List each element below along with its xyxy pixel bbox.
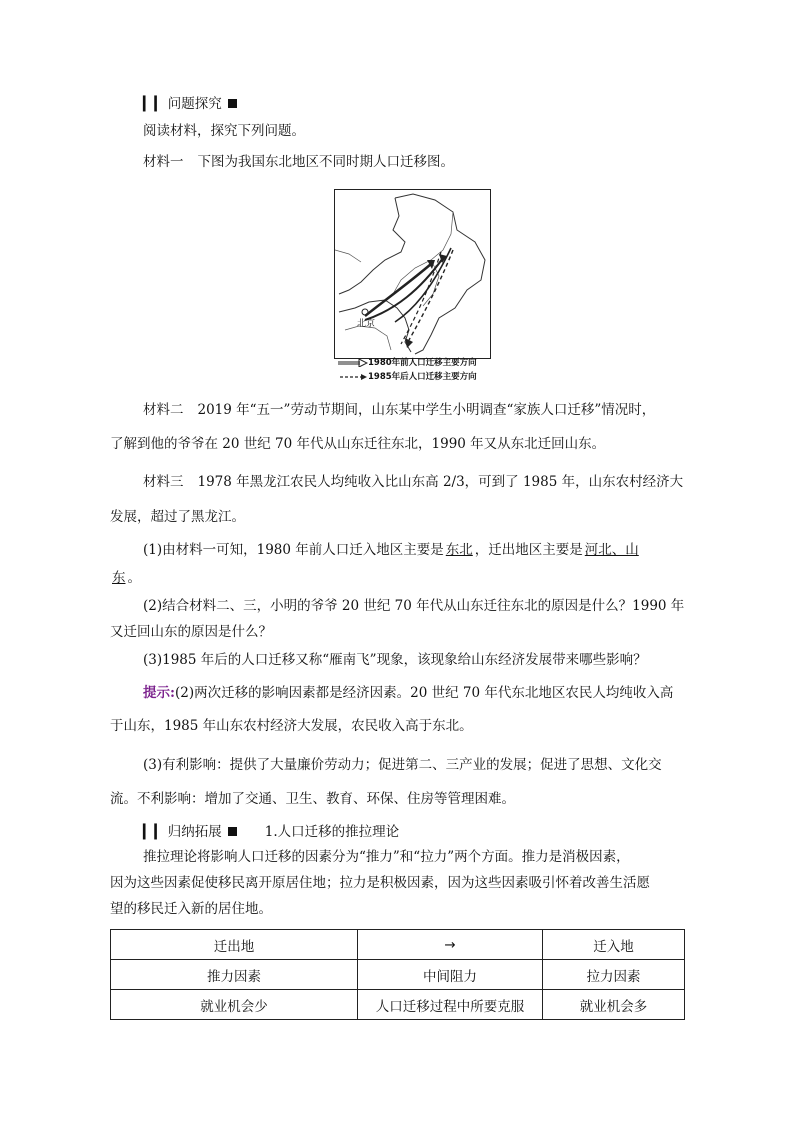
table-row <box>111 990 685 1020</box>
q1-mid: ，迁出地区主要是 <box>474 542 583 558</box>
material-one <box>143 152 454 172</box>
solid-arrow-icon <box>338 359 368 367</box>
q1-end: 。 <box>127 570 141 586</box>
square-bullet-icon <box>228 827 237 836</box>
question-two-line2: 又迁回山东的原因是什么？ <box>110 624 272 640</box>
hint-label: 提示: <box>143 685 175 701</box>
theory-line1: 推拉理论将影响人口迁移的因素分为“推力”和“拉力”两个方面。推力是消极因素， <box>143 849 630 865</box>
question-one-line1 <box>143 540 641 560</box>
q1-answer-in: 东北 <box>445 542 473 558</box>
material-three-line2: 发展，超过了黑龙江。 <box>110 509 245 525</box>
beijing-label: 北京 <box>357 319 376 329</box>
legend-solid <box>338 358 477 369</box>
table-cell: 迁入地 <box>543 930 685 960</box>
hint-line1 <box>143 683 673 703</box>
material-two-label: 材料二 <box>143 402 184 418</box>
q1-answer-out-a: 河北、山 <box>584 542 639 558</box>
section2-subtitle: 1.人口迁移的推拉理论 <box>264 824 400 840</box>
hint-text1: (2)两次迁移的影响因素都是经济因素。20 世纪 70 年代东北地区农民人均纯收入高 <box>174 685 674 701</box>
material-one-label: 材料一 <box>143 154 184 170</box>
hint-line2: 于山东，1985 年山东农村经济大发展，农民收入高于东北。 <box>110 718 473 734</box>
table-cell: 推力因素 <box>111 960 358 990</box>
material-two-line2: 了解到他的爷爷在 20 世纪 70 年代从山东迁往东北，1990 年又从东北迁回山东。 <box>110 436 606 452</box>
theory-line3: 望的移民迁入新的居住地。 <box>110 901 272 917</box>
table-cell: 中间阻力 <box>358 960 543 990</box>
section-heading-problem <box>143 94 237 114</box>
intro-text: 阅读材料，探究下列问题。 <box>143 123 305 139</box>
question-one-line2 <box>110 568 141 588</box>
material-three-line1 <box>143 472 683 492</box>
material-three-text1: 1978 年黑龙江农民人均纯收入比山东高 2/3，可到了 1985 年，山东农村经济大 <box>197 474 684 490</box>
table-cell: 就业机会少 <box>111 990 358 1020</box>
material-three-label: 材料三 <box>143 474 184 490</box>
migration-map <box>334 189 491 359</box>
q1-pre: (1)由材料一可知，1980 年前人口迁入地区主要是 <box>143 542 444 558</box>
section-title: 问题探究 <box>167 96 222 112</box>
dashed-arrow-icon <box>338 373 368 381</box>
push-pull-table <box>110 929 685 1020</box>
square-bullet-icon <box>228 99 237 108</box>
legend-solid-text: 1980年前人口迁移主要方向 <box>368 358 477 368</box>
section-heading-summary <box>143 822 399 842</box>
section2-bars-icon: ▎▎ <box>143 824 166 840</box>
theory-line2: 因为这些因素促使移民离开原居住地；拉力是积极因素，因为这些因素吸引怀着改善生活愿 <box>110 875 650 891</box>
table-cell: 迁出地 <box>111 930 358 960</box>
question-three: (3)1985 年后的人口迁移又称“雁南飞”现象，该现象给山东经济发展带来哪些影响？ <box>143 652 647 668</box>
hint-line3: (3)有利影响：提供了大量廉价劳动力；促进第二、三产业的发展；促进了思想、文化交 <box>143 757 662 773</box>
hint-line4: 流。不利影响：增加了交通、卫生、教育、环保、住房等管理困难。 <box>110 791 515 807</box>
section2-title: 归纳拓展 <box>167 824 222 840</box>
northeast-map-drawing <box>335 190 490 358</box>
table-cell: 就业机会多 <box>543 990 685 1020</box>
section-bars-icon: ▎▎ <box>143 96 166 112</box>
material-two-text1: 2019 年“五一”劳动节期间，山东某中学生小明调查“家族人口迁移”情况时， <box>197 402 656 418</box>
q1-answer-out-b: 东 <box>112 570 126 586</box>
table-cell: → <box>358 930 543 960</box>
table-cell: 拉力因素 <box>543 960 685 990</box>
material-one-text: 下图为我国东北地区不同时期人口迁移图。 <box>197 154 454 170</box>
legend-dashed-text: 1985年后人口迁移主要方向 <box>368 372 477 382</box>
table-row <box>111 930 685 960</box>
question-two-line1: (2)结合材料二、三，小明的爷爷 20 世纪 70 年代从山东迁往东北的原因是什么？1990 年 <box>143 598 685 614</box>
table-row <box>111 960 685 990</box>
table-cell: 人口迁移过程中所要克服 <box>358 990 543 1020</box>
material-two-line1 <box>143 400 655 420</box>
legend-dashed <box>338 372 477 383</box>
